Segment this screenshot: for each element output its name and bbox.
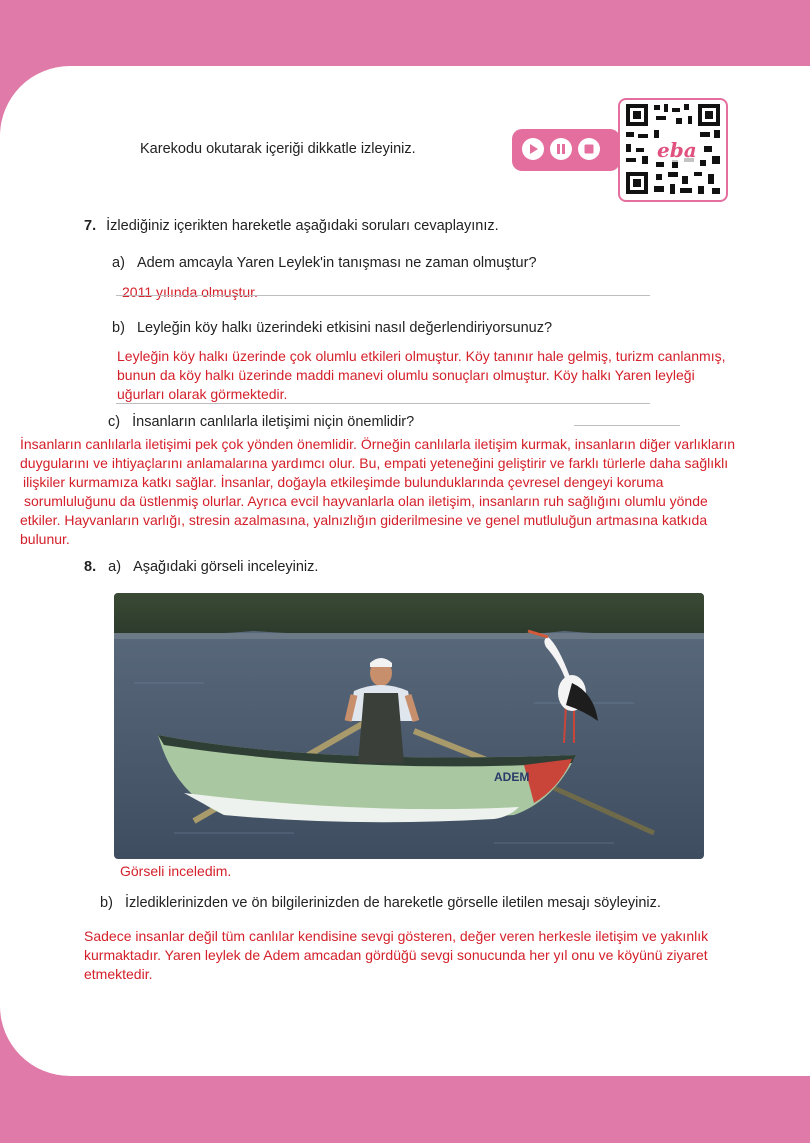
q8b-question <box>100 895 661 911</box>
play-button[interactable] <box>522 138 544 160</box>
q8b-label: b) <box>100 895 113 911</box>
q8b-answer <box>84 927 784 984</box>
q7a-label: a) <box>112 255 125 271</box>
q7a-answer: 2011 yılında olmuştur. <box>122 284 258 300</box>
q7-text: İzlediğiniz içerikten hareketle aşağıdaki soruları cevaplayınız. <box>106 218 499 234</box>
q7c-answer-line-1: İnsanların canlılarla iletişimi pek çok yönden önemlidir. Örneğin canlılarla iletişim kurmak, insanların diğer varlıkların <box>20 436 736 452</box>
q8b-answer-line-3: etmektedir. <box>84 966 153 982</box>
stork-boat-photo <box>114 593 704 859</box>
q8a-label: a) <box>108 559 122 575</box>
q7b-text: Leyleğin köy halkı üzerindeki etkisini nasıl değerlendiriyorsunuz? <box>136 320 553 336</box>
q7c-question <box>108 414 414 430</box>
q7a-answer-line <box>116 295 650 296</box>
q8b-text: İzlediklerinizden ve ön bilgilerinizden de hareketle görselle iletilen mesajı söyleyiniz. <box>124 895 661 911</box>
q7c-text: İnsanların canlılarla iletişimi niçin önemlidir? <box>132 414 415 430</box>
q7c-answer-line-5: etkiler. Hayvanların varlığı, stresin azalmasına, yalnızlığın giderilmesine ve genel mutluluğun artmasına katkıda <box>20 512 708 528</box>
q7c-answer-line-6: bulunur. <box>20 531 70 547</box>
q7a-question <box>112 255 537 271</box>
q7c-answer-line-4: sorumluluğunu da üstlenmiş olurlar. Ayrıca evcil hayvanlarla olan iletişim, insanların ruh sağlığını olumlu yönde <box>24 493 708 509</box>
q7b-answer-line-2: bunun da köy halkı üzerinde maddi manevi olumlu sonuçları olmuştur. Köy halkı Yaren leyleği <box>117 367 695 383</box>
stop-button[interactable] <box>578 138 600 160</box>
q7c-short-line <box>574 425 680 426</box>
q7c-answer-line-2: duygularını ve ihtiyaçlarını anlamalarına yardımcı olur. Bu, empati yeteneğini geliştirir ve farklı türlerle daha sağlıklı <box>20 455 729 471</box>
q8a-heading <box>84 559 318 575</box>
q7b-answer-line-1: Leyleğin köy halkı üzerinde çok olumlu etkileri olmuştur. Köy tanınır hale gelmiş, turizm canlanmış, <box>117 348 726 364</box>
q7c-answer-line-3: ilişkiler kurmamıza katkı sağlar. İnsanlar, doğayla etkileşimde bulunduklarında çevresel dengeyi koruma <box>23 474 664 490</box>
qr-instruction: Karekodu okutarak içeriği dikkatle izleyiniz. <box>140 141 416 157</box>
q8b-answer-line-1: Sadece insanlar değil tüm canlılar kendisine sevgi gösteren, değer veren herkesle iletişim ve yakınlık <box>84 928 709 944</box>
boat-name-label: ADEM <box>494 770 530 784</box>
pause-button[interactable] <box>550 138 572 160</box>
stop-icon <box>578 138 600 160</box>
q8a-answer: Görseli inceledim. <box>120 863 232 879</box>
q7b-answer-line-3: uğurları olarak görmektedir. <box>117 386 288 402</box>
q7c-label: c) <box>108 414 121 430</box>
pause-icon <box>550 138 572 160</box>
q7b-label: b) <box>112 320 125 336</box>
q8-number: 8. <box>84 559 97 575</box>
q7-number: 7. <box>84 218 97 234</box>
qr-pointer <box>600 136 620 164</box>
q7-heading <box>84 218 499 234</box>
q7b-answer-line <box>116 403 650 404</box>
q7b-answer <box>117 347 797 404</box>
eba-logo: eba <box>654 138 700 162</box>
q7c-answer <box>20 435 800 549</box>
q7b-question <box>112 320 552 336</box>
q7a-text: Adem amcayla Yaren Leylek'in tanışması ne zaman olmuştur? <box>136 255 537 271</box>
play-icon <box>522 138 544 160</box>
q8b-answer-line-2: kurmaktadır. Yaren leylek de Adem amcadan gördüğü sevgi sonucunda her yıl onu ve köyünü ziyaret <box>84 947 708 963</box>
qr-code[interactable] <box>618 98 728 202</box>
q8a-text: Aşağıdaki görseli inceleyiniz. <box>133 559 319 575</box>
stork-boat-illustration <box>114 593 704 859</box>
